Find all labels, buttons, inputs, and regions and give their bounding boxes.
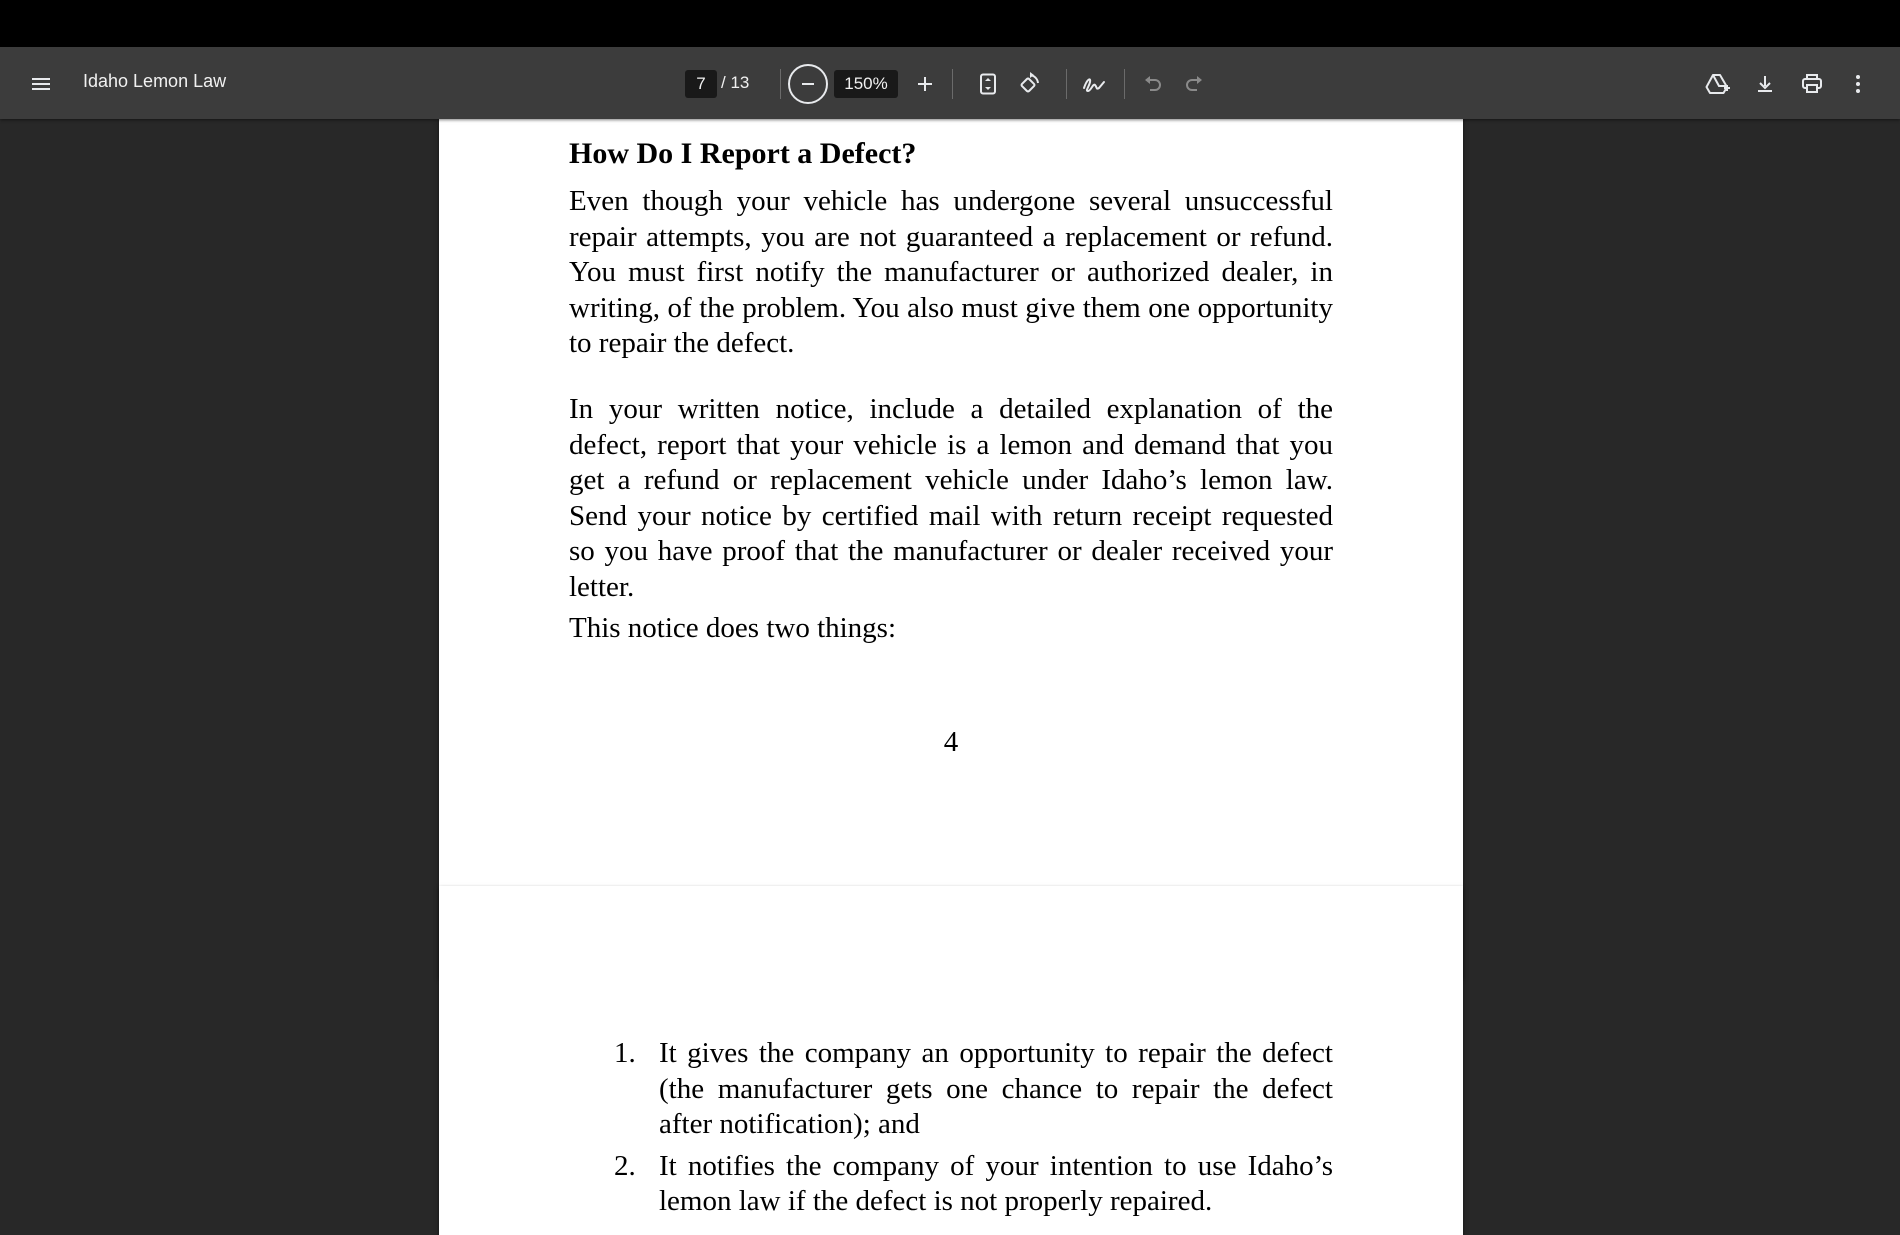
document-title: Idaho Lemon Law [83, 71, 227, 91]
menu-button[interactable] [24, 67, 58, 101]
list-item-text: It notifies the company of your intention to use Idaho’s lemon law if the defect is not properly repaired. [659, 1149, 1333, 1218]
page-footer-number: 4 [943, 726, 959, 758]
list-item-text: It gives the company an opportunity to repair the defect (the manufacturer gets one chance to repair the defect after notification); and [659, 1037, 1333, 1141]
download-button[interactable] [1748, 67, 1782, 101]
list-item [614, 1036, 1333, 1143]
pdf-viewer[interactable] [0, 119, 1900, 1235]
signature-icon [1082, 73, 1106, 95]
undo-icon [1143, 74, 1163, 94]
add-to-drive-icon [1705, 73, 1731, 95]
zoom-out-button[interactable] [788, 64, 828, 104]
fit-to-page-button[interactable] [971, 67, 1005, 101]
redo-button[interactable] [1177, 67, 1211, 101]
toolbar-divider [1066, 69, 1067, 99]
list-number: 1. [614, 1037, 636, 1069]
paragraph: This notice does two things: [569, 612, 897, 644]
numbered-list [614, 1036, 1333, 1226]
more-options-button[interactable] [1841, 67, 1875, 101]
menu-icon [30, 75, 52, 93]
top-black-strip [0, 0, 1900, 47]
list-item [614, 1149, 1333, 1220]
toolbar-divider [780, 69, 781, 99]
pdf-page [439, 119, 1463, 978]
minus-icon [800, 76, 816, 92]
pdf-toolbar [0, 47, 1900, 119]
print-icon [1801, 74, 1823, 94]
list-number: 2. [614, 1149, 636, 1182]
print-button[interactable] [1795, 67, 1829, 101]
toolbar-divider [1124, 69, 1125, 99]
undo-button[interactable] [1136, 67, 1170, 101]
zoom-level-input[interactable] [834, 70, 898, 98]
paragraph: Even though your vehicle has undergone several unsuccessful repair attempts, you are not guaranteed a replacement or refund. You must first notify the manufacturer or authorized dealer, in writing, of the problem. You also must give them one opportunity to repair the defect. [569, 185, 1333, 360]
plus-icon [916, 75, 934, 93]
zoom-in-button[interactable] [908, 67, 942, 101]
section-heading: How Do I Report a Defect? [569, 137, 917, 170]
annotate-button[interactable] [1077, 67, 1111, 101]
page-total-label: / 13 [721, 73, 750, 92]
add-to-drive-button[interactable] [1701, 67, 1735, 101]
rotate-button[interactable] [1012, 67, 1046, 101]
page-number-input[interactable] [685, 70, 717, 98]
more-vert-icon [1855, 74, 1861, 94]
redo-icon [1184, 74, 1204, 94]
paragraph: In your written notice, include a detailed explanation of the defect, report that your vehicle is a lemon and demand that you get a refund or replacement vehicle under Idaho’s lemon law. Send your notice by certified mail with return receipt requested so you have proof that the manufacturer or dealer received your letter. [569, 393, 1333, 603]
download-icon [1755, 74, 1775, 94]
fit-page-icon [978, 73, 998, 95]
rotate-icon [1017, 72, 1041, 96]
pdf-page [439, 886, 1463, 1235]
toolbar-divider [952, 69, 953, 99]
